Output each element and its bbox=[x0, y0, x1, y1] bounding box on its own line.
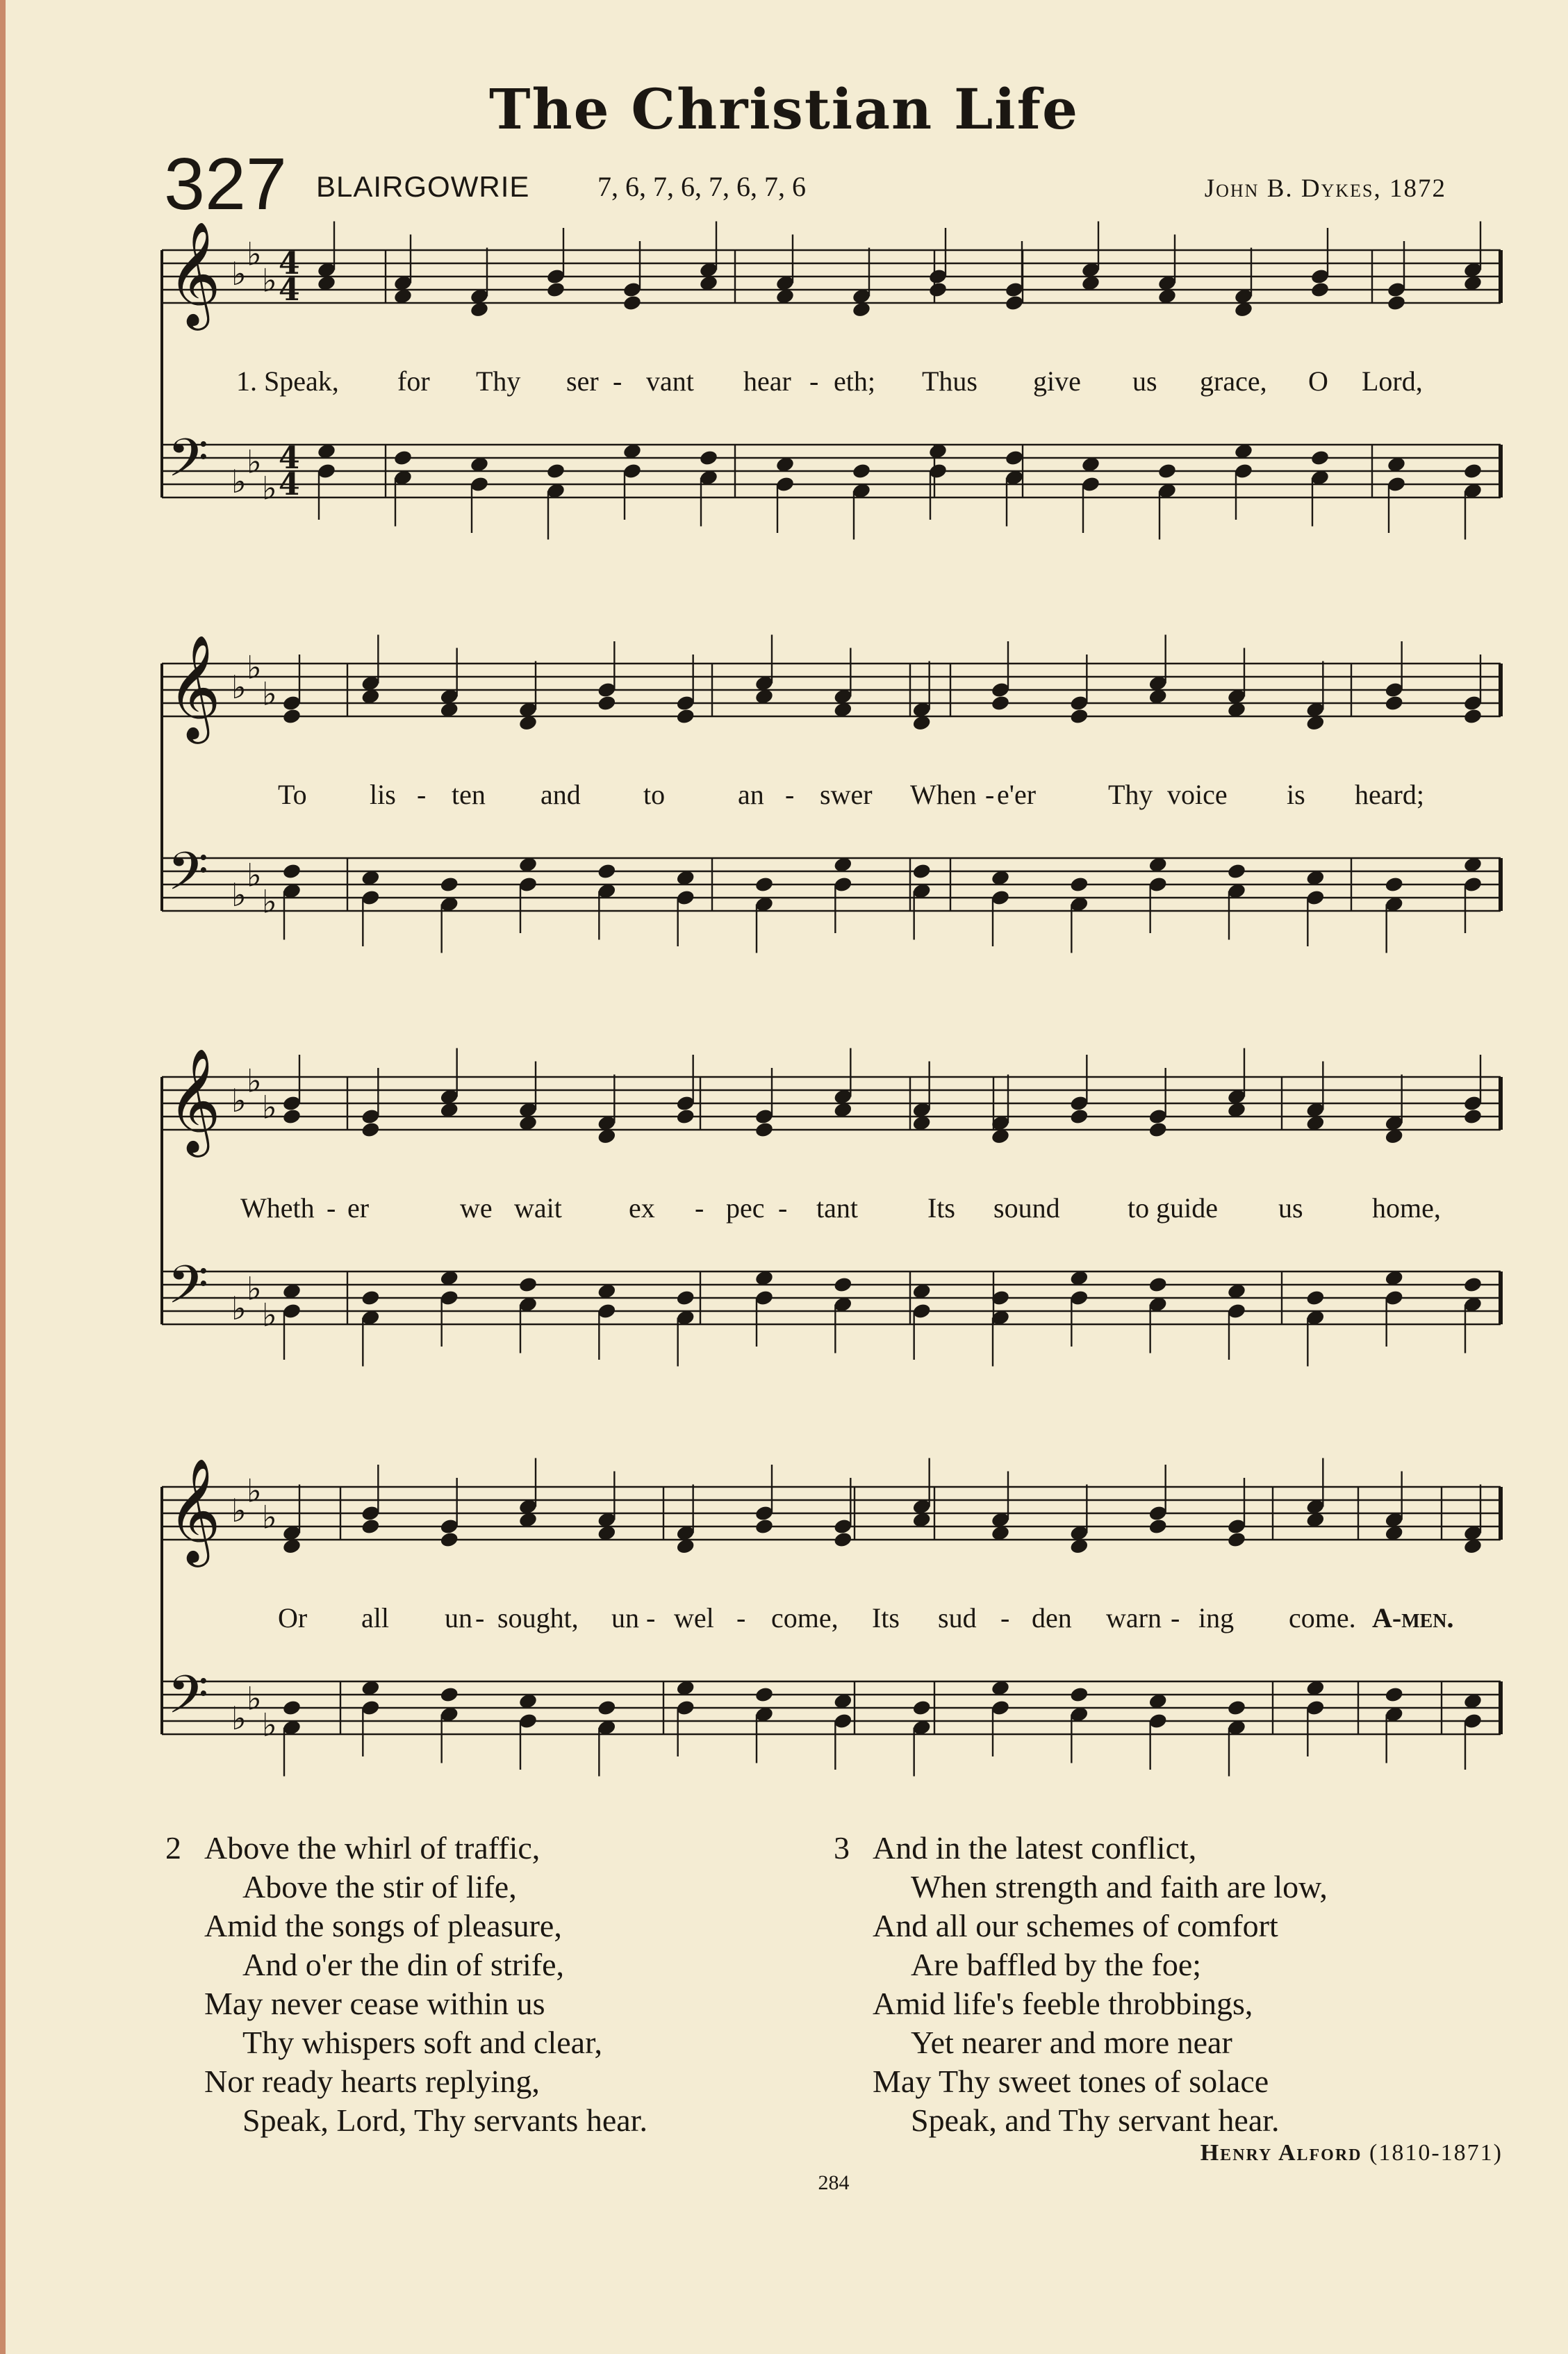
notehead bbox=[928, 281, 948, 298]
notehead bbox=[1069, 1686, 1089, 1703]
lyric-syllable: ser bbox=[566, 365, 599, 397]
lyric-syllable: When bbox=[910, 779, 977, 810]
stanza-3 bbox=[834, 1829, 1501, 2140]
lyric-syllable: Wheth bbox=[240, 1192, 315, 1224]
notehead bbox=[1227, 862, 1247, 880]
notehead bbox=[754, 1121, 775, 1138]
lyric-syllable: - bbox=[985, 779, 995, 810]
lyric-syllable: an bbox=[738, 779, 764, 810]
flat-icon: ♭ bbox=[247, 443, 262, 481]
stanza-line: When strength and faith are low, bbox=[911, 1869, 1328, 1904]
stanza-line: And all our schemes of comfort bbox=[873, 1908, 1278, 1943]
stanza-line: May Thy sweet tones of solace bbox=[873, 2064, 1269, 2099]
lyric-syllable: To bbox=[278, 779, 307, 810]
lyric-syllable: e'er bbox=[997, 779, 1037, 810]
notehead bbox=[282, 707, 302, 725]
notehead bbox=[1463, 462, 1483, 479]
lyric-syllable: ex bbox=[629, 1192, 655, 1224]
notehead bbox=[1157, 462, 1178, 479]
notehead bbox=[546, 281, 566, 298]
notehead bbox=[282, 862, 302, 880]
notehead bbox=[518, 1276, 538, 1293]
flat-icon: ♭ bbox=[231, 668, 247, 706]
notehead bbox=[1227, 1531, 1247, 1548]
system-1 bbox=[162, 220, 1501, 507]
lyric-syllable: give bbox=[1033, 365, 1081, 397]
stanza-line: Above the whirl of traffic, bbox=[204, 1830, 540, 1866]
chord bbox=[518, 661, 538, 934]
lyric-syllable: Thy bbox=[476, 365, 521, 397]
stanza-line: Nor ready hearts replying, bbox=[204, 2064, 540, 2099]
lyric-syllable: den bbox=[1032, 1602, 1072, 1633]
treble-clef-icon: 𝄞 bbox=[167, 220, 221, 326]
notehead bbox=[622, 294, 643, 311]
page-number: 284 bbox=[818, 2171, 850, 2194]
lyric-syllable: hear bbox=[743, 365, 791, 397]
composer: John B. Dykes, 1872 bbox=[1204, 174, 1446, 203]
notehead bbox=[439, 875, 459, 893]
lyric-syllable: sud bbox=[938, 1602, 977, 1633]
chord bbox=[1081, 222, 1101, 534]
lyric-syllable: - bbox=[417, 779, 427, 810]
stanza-line: Speak, and Thy servant hear. bbox=[911, 2102, 1280, 2138]
lyric-syllable: - bbox=[613, 365, 622, 397]
lyric-syllable: - bbox=[785, 779, 795, 810]
chord bbox=[439, 1048, 459, 1347]
stanza-line: Thy whispers soft and clear, bbox=[242, 2025, 603, 2060]
notehead bbox=[546, 462, 566, 479]
notehead bbox=[699, 449, 719, 466]
stanza-line: Above the stir of life, bbox=[242, 1869, 517, 1904]
stanza-number: 2 bbox=[165, 1830, 181, 1866]
notehead bbox=[1310, 449, 1330, 466]
author-name: Henry Alford bbox=[1200, 2140, 1362, 2166]
lyric-syllable: - bbox=[736, 1602, 746, 1633]
notehead bbox=[282, 1108, 302, 1125]
lyric-syllable: - bbox=[1000, 1602, 1010, 1633]
notehead bbox=[597, 862, 617, 880]
text-author bbox=[1200, 2140, 1503, 2166]
section-title: The Christian Life bbox=[488, 76, 1079, 142]
notehead bbox=[1384, 694, 1404, 711]
lyric-syllable: and bbox=[540, 779, 581, 810]
chord bbox=[1227, 648, 1247, 940]
notehead bbox=[597, 1699, 617, 1716]
stanza-number: 3 bbox=[834, 1830, 850, 1866]
lyric-syllable: home, bbox=[1372, 1192, 1441, 1224]
meter: 7, 6, 7, 6, 7, 6, 7, 6 bbox=[597, 171, 806, 202]
treble-clef-icon: 𝄞 bbox=[167, 1047, 221, 1153]
lyric-syllable: - bbox=[475, 1602, 485, 1633]
notehead bbox=[833, 1531, 853, 1548]
lyric-syllable: is bbox=[1287, 779, 1305, 810]
lyric-syllable: us bbox=[1278, 1192, 1303, 1224]
notehead bbox=[597, 694, 617, 711]
chord bbox=[622, 241, 643, 520]
time-signature: 4 bbox=[279, 441, 300, 476]
chord bbox=[1069, 655, 1089, 953]
flat-icon: ♭ bbox=[247, 648, 262, 686]
hymn-number: 327 bbox=[164, 143, 287, 225]
notehead bbox=[1463, 1276, 1483, 1293]
stanza-line: And in the latest conflict, bbox=[873, 1830, 1197, 1866]
notehead bbox=[991, 694, 1011, 711]
lyric-syllable: for bbox=[397, 365, 430, 397]
time-signature: 4 bbox=[279, 272, 300, 308]
lyric-syllable: us bbox=[1132, 365, 1157, 397]
notehead bbox=[1384, 875, 1404, 893]
stanza-line: Amid the songs of pleasure, bbox=[204, 1908, 562, 1943]
stanza-line: Speak, Lord, Thy servants hear. bbox=[242, 2102, 647, 2138]
lyric-syllable: ing bbox=[1198, 1602, 1235, 1633]
notehead bbox=[393, 449, 413, 466]
flat-icon: ♭ bbox=[231, 255, 247, 293]
lyric-syllable: Its bbox=[872, 1602, 900, 1633]
lyric-syllable: er bbox=[347, 1192, 370, 1224]
bass-clef-icon: 𝄢 bbox=[167, 1254, 209, 1328]
notehead bbox=[675, 1108, 695, 1125]
bass-clef-icon: 𝄢 bbox=[167, 841, 209, 915]
lyric-syllable: Or bbox=[278, 1602, 308, 1633]
lyric-syllable: Lord, bbox=[1362, 365, 1423, 397]
notehead bbox=[361, 1517, 381, 1535]
amen: A-men. bbox=[1372, 1602, 1454, 1633]
lyric-syllable: ten bbox=[452, 779, 486, 810]
flat-icon: ♭ bbox=[247, 1062, 262, 1100]
notehead bbox=[1463, 1108, 1483, 1125]
lyric-syllable: vant bbox=[646, 365, 694, 397]
notehead bbox=[1148, 1517, 1168, 1535]
notehead bbox=[1005, 294, 1025, 311]
chord bbox=[546, 228, 566, 540]
lyric-syllable: pec bbox=[726, 1192, 765, 1224]
flat-icon: ♭ bbox=[247, 235, 262, 273]
chord bbox=[1463, 222, 1483, 540]
notehead bbox=[361, 1121, 381, 1138]
lyric-syllable: - bbox=[327, 1192, 336, 1224]
lyric-syllable: Its bbox=[927, 1192, 955, 1224]
flat-icon: ♭ bbox=[262, 1296, 277, 1334]
stanza-line: Amid life's feeble throbbings, bbox=[873, 1986, 1253, 2021]
notehead bbox=[439, 1686, 459, 1703]
lyric-syllable: come. bbox=[1289, 1602, 1356, 1633]
chord bbox=[675, 1055, 695, 1367]
notehead bbox=[1305, 1289, 1326, 1306]
lyric-syllable: - bbox=[646, 1602, 656, 1633]
lyric-syllable: tant bbox=[816, 1192, 858, 1224]
notehead bbox=[911, 1699, 932, 1716]
time-signature: 4 bbox=[279, 246, 300, 281]
system-2 bbox=[162, 634, 1501, 921]
stanza-line: Are baffled by the foe; bbox=[911, 1947, 1202, 1982]
flat-icon: ♭ bbox=[247, 1269, 262, 1308]
lyric-syllable: to bbox=[643, 779, 666, 810]
notehead bbox=[852, 462, 872, 479]
chord bbox=[675, 655, 695, 946]
bass-clef-icon: 𝄢 bbox=[167, 427, 209, 502]
tune-name: BLAIRGOWRIE bbox=[316, 170, 530, 203]
lyric-syllable: sound bbox=[993, 1192, 1060, 1224]
flat-icon: ♭ bbox=[231, 1492, 247, 1529]
stanza-line: Yet nearer and more near bbox=[911, 2025, 1232, 2060]
lyric-syllable: we bbox=[460, 1192, 493, 1224]
flat-icon: ♭ bbox=[231, 1699, 247, 1737]
stanza-line: And o'er the din of strife, bbox=[242, 1947, 565, 1982]
flat-icon: ♭ bbox=[231, 463, 247, 500]
lyric-syllable: Thy bbox=[1108, 779, 1153, 810]
system-4 bbox=[162, 1457, 1501, 1744]
author-dates: (1810-1871) bbox=[1369, 2140, 1503, 2166]
lyric-syllable: all bbox=[361, 1602, 389, 1633]
flat-icon: ♭ bbox=[262, 261, 277, 299]
notehead bbox=[833, 1276, 853, 1293]
treble-clef-icon: 𝄞 bbox=[167, 634, 221, 739]
treble-clef-icon: 𝄞 bbox=[167, 1457, 221, 1563]
chord bbox=[1305, 1062, 1326, 1367]
chord bbox=[911, 1458, 932, 1777]
notehead bbox=[1069, 875, 1089, 893]
lyric-syllable: un bbox=[611, 1602, 639, 1633]
bass-clef-icon: 𝄢 bbox=[167, 1664, 209, 1738]
lyric-syllable: heard; bbox=[1355, 779, 1424, 810]
notehead bbox=[754, 875, 775, 893]
flat-icon: ♭ bbox=[231, 876, 247, 914]
notehead bbox=[439, 1531, 459, 1548]
lyric-syllable: sought, bbox=[497, 1602, 579, 1633]
lyric-syllable: O bbox=[1308, 365, 1328, 397]
lyric-syllable: Thus bbox=[922, 365, 977, 397]
chord bbox=[1463, 1055, 1483, 1353]
chord bbox=[597, 641, 617, 940]
notehead bbox=[1069, 707, 1089, 725]
flat-icon: ♭ bbox=[247, 856, 262, 894]
lyric-syllable: un bbox=[445, 1602, 472, 1633]
chord bbox=[1069, 1055, 1089, 1347]
notehead bbox=[754, 1686, 775, 1703]
notehead bbox=[361, 1289, 381, 1306]
lyric-syllable: - bbox=[778, 1192, 788, 1224]
notehead bbox=[675, 707, 695, 725]
flat-icon: ♭ bbox=[262, 675, 277, 713]
lyric-syllable: grace, bbox=[1200, 365, 1267, 397]
lyric-syllable: wait bbox=[514, 1192, 562, 1224]
lyric-syllable: - bbox=[809, 365, 819, 397]
lyric-syllable: voice bbox=[1167, 779, 1228, 810]
stanza-2 bbox=[165, 1829, 825, 2140]
chord bbox=[1463, 655, 1483, 933]
lyric-syllable: eth; bbox=[834, 365, 875, 397]
lyric-syllable: - bbox=[695, 1192, 704, 1224]
chord bbox=[699, 222, 719, 527]
flat-icon: ♭ bbox=[231, 1082, 247, 1119]
flat-icon: ♭ bbox=[262, 1706, 277, 1744]
notehead bbox=[1463, 707, 1483, 725]
flat-icon: ♭ bbox=[262, 1088, 277, 1126]
lyric-syllable: - bbox=[1171, 1602, 1180, 1633]
chord bbox=[1157, 235, 1178, 540]
system-3 bbox=[162, 1047, 1501, 1334]
lyric-syllable: warn bbox=[1106, 1602, 1162, 1633]
flat-icon: ♭ bbox=[262, 1498, 277, 1536]
notehead bbox=[1387, 294, 1407, 311]
notehead bbox=[1384, 1686, 1404, 1703]
notehead bbox=[911, 862, 932, 880]
notehead bbox=[1310, 281, 1330, 298]
flat-icon: ♭ bbox=[231, 1290, 247, 1327]
lyric-syllable: come, bbox=[771, 1602, 839, 1633]
lyric-syllable: lis bbox=[370, 779, 396, 810]
lyric-syllable: to guide bbox=[1128, 1192, 1218, 1224]
notehead bbox=[1148, 1276, 1168, 1293]
notehead bbox=[1227, 1699, 1247, 1716]
lyric-syllable: swer bbox=[820, 779, 873, 810]
flat-icon: ♭ bbox=[247, 1679, 262, 1718]
flat-icon: ♭ bbox=[262, 469, 277, 507]
notehead bbox=[1005, 449, 1025, 466]
notehead bbox=[675, 1289, 695, 1306]
notehead bbox=[282, 1699, 302, 1716]
lyric-syllable: wel bbox=[674, 1602, 714, 1633]
stanza-line: May never cease within us bbox=[204, 1986, 545, 2021]
flat-icon: ♭ bbox=[247, 1472, 262, 1510]
notehead bbox=[1148, 1121, 1168, 1138]
lyric-syllable: 1. Speak, bbox=[236, 365, 339, 397]
time-signature: 4 bbox=[279, 467, 300, 502]
notehead bbox=[1069, 1108, 1089, 1125]
flat-icon: ♭ bbox=[262, 882, 277, 921]
chord bbox=[1227, 1048, 1247, 1360]
notehead bbox=[754, 1517, 775, 1535]
